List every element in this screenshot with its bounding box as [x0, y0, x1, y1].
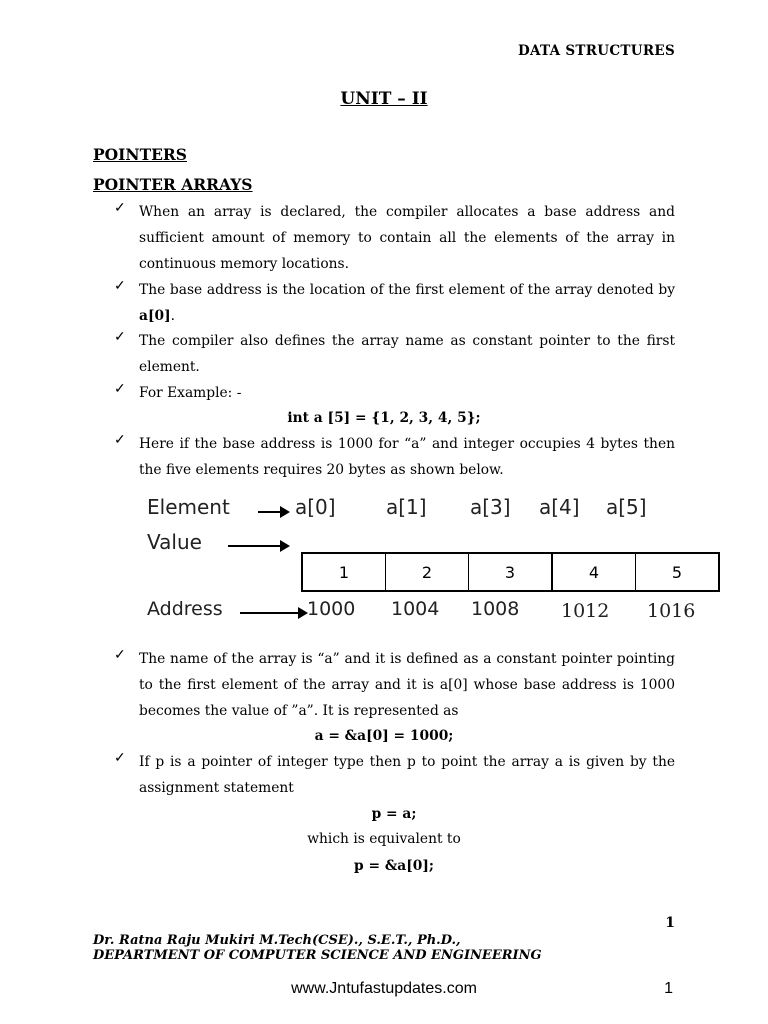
bullet-text-end: .: [170, 307, 175, 324]
checkmark-icon: ✓: [114, 432, 126, 448]
address-label: Address: [147, 598, 223, 620]
element-name: a[1]: [386, 495, 427, 519]
checkmark-icon: ✓: [114, 278, 126, 294]
bullet-text: [139, 278, 675, 330]
address-value: 1008: [471, 598, 520, 620]
value-label: Value: [147, 530, 202, 554]
array-memory-diagram: [143, 490, 723, 630]
heading-pointer-arrays: POINTER ARRAYS: [93, 175, 253, 194]
page-number-bottom: 1: [664, 980, 673, 997]
code-assignment-3: p = &a[0];: [354, 858, 434, 874]
array-cells: [301, 552, 720, 592]
bullet-item: [93, 329, 675, 381]
bullet-text: Here if the base address is 1000 for “a” and integer occupies 4 bytes then the five elements requires 20 bytes as shown below.: [139, 436, 675, 478]
code-declaration: int a [5] = {1, 2, 3, 4, 5};: [287, 410, 481, 426]
bullet-text: When an array is declared, the compiler allocates a base address and sufficient amount of memory to contain all the elements of the array in continuous memory locations.: [139, 204, 675, 272]
arrow-icon: [258, 511, 288, 513]
bullet-text: For Example: -: [139, 385, 242, 401]
array-cell: 2: [386, 554, 469, 590]
bullet-text-main: The base address is the location of the first element of the array denoted by: [139, 282, 675, 298]
code-assignment-2: p = a;: [371, 806, 417, 822]
bullet-text: If p is a pointer of integer type then p to point the array a is given by the assignment statement: [139, 754, 675, 796]
bullet-item: [93, 200, 675, 277]
checkmark-icon: ✓: [114, 381, 126, 397]
bullet-text: The name of the array is “a” and it is defined as a constant pointer pointing to the first element of the array and it is a[0] whose base address is 1000 becomes the value of ”a”. It is represented as: [139, 651, 675, 719]
arrow-icon: [240, 612, 306, 614]
address-value: 1000: [307, 598, 356, 620]
header-subject: DATA STRUCTURES: [517, 43, 675, 59]
array-cell: 1: [303, 554, 386, 590]
checkmark-icon: ✓: [114, 647, 126, 663]
checkmark-icon: ✓: [114, 200, 126, 216]
footer-author: Dr. Ratna Raju Mukiri M.Tech(CSE)., S.E.T., Ph.D.,: [93, 933, 461, 948]
element-label: Element: [147, 495, 230, 519]
element-name: a[5]: [606, 495, 647, 519]
element-name: a[0]: [295, 495, 336, 519]
array-cell: 5: [671, 562, 683, 582]
unit-title: UNIT – II: [340, 89, 428, 109]
bullet-text-bold: a[0]: [139, 307, 171, 324]
address-value: 1012: [561, 600, 610, 622]
array-cell: 4: [553, 554, 636, 590]
code-assignment-1: a = &a[0] = 1000;: [314, 728, 454, 744]
bullet-item: [93, 432, 675, 484]
footer-website: www.Jntufastupdates.com: [291, 980, 477, 997]
bullet-item: [93, 750, 675, 802]
page-number-top: 1: [665, 915, 675, 931]
address-value: 1004: [391, 598, 440, 620]
address-value: 1016: [647, 600, 696, 622]
bullet-text: The compiler also defines the array name as constant pointer to the first element.: [139, 333, 675, 375]
bullet-item: [93, 381, 675, 407]
element-name: a[4]: [539, 495, 580, 519]
footer-department: DEPARTMENT OF COMPUTER SCIENCE AND ENGINEERING: [93, 948, 542, 963]
heading-pointers: POINTERS: [93, 145, 187, 164]
checkmark-icon: ✓: [114, 750, 126, 766]
arrow-icon: [228, 545, 288, 547]
bullet-item: [93, 647, 675, 724]
array-cell: 3: [469, 554, 553, 590]
element-name: a[3]: [470, 495, 511, 519]
equivalent-text: which is equivalent to: [307, 831, 461, 847]
bullet-item: [93, 278, 675, 330]
checkmark-icon: ✓: [114, 329, 126, 345]
